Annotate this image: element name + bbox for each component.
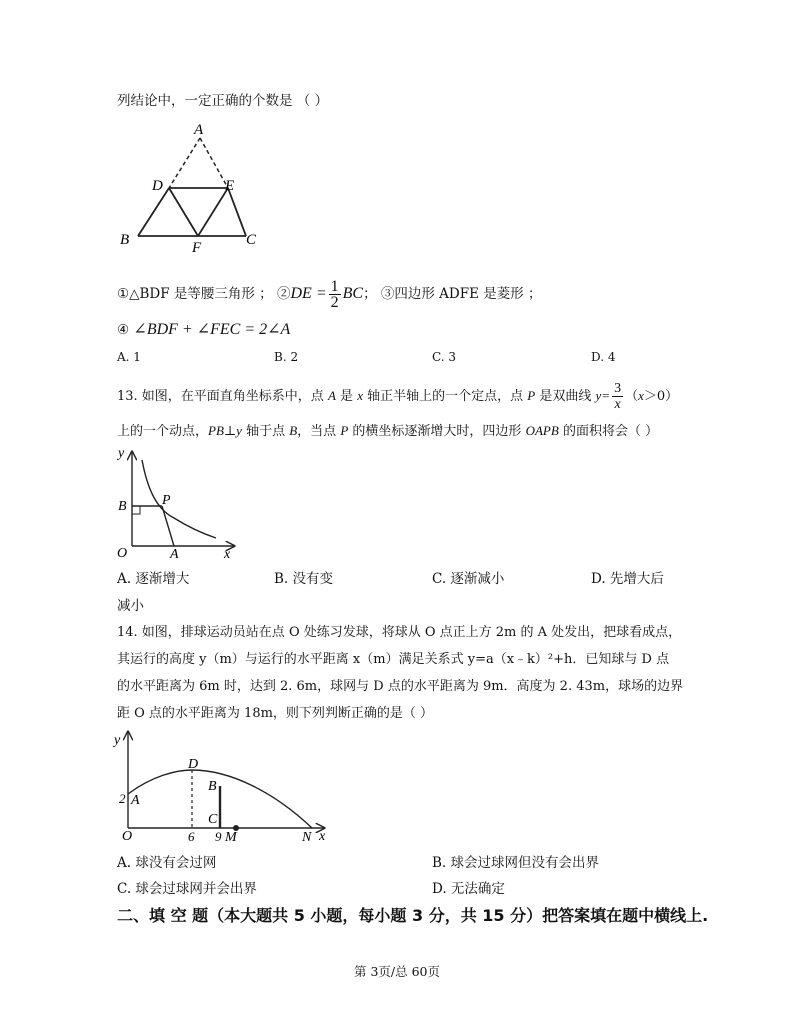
q12-stem-tail: 列结论中，一定正确的个数是 （ ） xyxy=(117,93,329,109)
q12-option-b[interactable]: B. 2 xyxy=(274,350,299,364)
q13-stem-line1: 13. 如图，在平面直角坐标系中，点 A 是 x 轴正半轴上的一个定点，点 P 是双曲线 y= $\frac{3}{x}$ （x＞0） xyxy=(117,381,679,412)
q14-stem-line3: 的水平距离为 6m 时，达到 2. 6m，球网与 D 点的水平距离为 9m．高度为 2. 43m，球场的边界 xyxy=(117,679,684,694)
q14-volleyball-figure xyxy=(112,728,342,846)
q14-stem-line4: 距 O 点的水平距离为 18m，则下列判断正确的是（ ） xyxy=(117,706,434,721)
q14-option-a[interactable]: A. 球没有会过网 xyxy=(117,855,217,871)
q14-label-m: M xyxy=(225,830,237,845)
q14-label-n: N xyxy=(302,830,312,845)
q14-option-c[interactable]: C. 球会过球网并会出界 xyxy=(117,881,257,897)
section-2-heading: 二、填 空 题（本大题共 5 小题，每小题 3 分，共 15 分）把答案填在题中横线上. xyxy=(117,906,709,925)
q13-option-d-continued: 减小 xyxy=(117,598,144,614)
q13-label-a: A xyxy=(170,547,179,562)
q13-label-x: x xyxy=(224,547,231,562)
q13-segment-pa xyxy=(162,506,174,546)
q12-segment-ec xyxy=(228,188,246,236)
q14-stem-line2: 其运行的高度 y（m）与运行的水平距离 x（m）满足关系式 y=a（x﹣k）²+h．已知球与 D 点 xyxy=(117,652,670,667)
q12-statement-3: ③四边形 ADFE 是菱形 ； xyxy=(380,286,542,302)
q13-label-y: y xyxy=(118,446,125,461)
q12-frac-half: $\frac{1}{2}$ xyxy=(330,278,339,311)
q12-option-a[interactable]: A. 1 xyxy=(117,350,141,364)
q14-label-a: A xyxy=(131,793,140,808)
q14-label-c: C xyxy=(208,812,218,827)
q14-label-o: O xyxy=(122,829,133,844)
q12-triangle-figure xyxy=(112,118,272,258)
q12-label-e: E xyxy=(225,178,235,194)
q12-label-b: B xyxy=(120,232,130,248)
q12-segment-ae xyxy=(200,138,228,188)
q13-label-o: O xyxy=(117,546,128,561)
q12-option-d[interactable]: D. 4 xyxy=(591,350,616,364)
q13-option-a[interactable]: A. 逐渐增大 xyxy=(117,571,190,587)
q12-label-a: A xyxy=(194,122,204,138)
q12-label-f: F xyxy=(192,240,202,256)
q14-label-two: 2 xyxy=(119,791,126,806)
q12-segment-df xyxy=(169,188,198,236)
q12-segment-ef xyxy=(198,188,228,236)
q13-hyperbola-curve xyxy=(142,460,216,538)
q12-segment-db xyxy=(138,188,169,236)
q13-stem-line2: 上的一个动点，PB⊥y 轴于点 B，当点 P 的横坐标逐渐增大时，四边形 OAPB 的面积将会（ ） xyxy=(117,423,659,439)
q14-stem-line1: 14. 如图，排球运动员站在点 O 处练习发球，将球从 O 点正上方 2m 的 A 处发出，把球看成点， xyxy=(117,625,682,640)
q13-right-angle-mark xyxy=(132,506,140,514)
q13-option-b[interactable]: B. 没有变 xyxy=(274,571,334,587)
q12-option-c[interactable]: C. 3 xyxy=(432,350,457,364)
q14-label-b: B xyxy=(208,779,217,794)
q14-label-d: D xyxy=(188,757,199,772)
page-number-footer: 第 3页/总 60页 xyxy=(353,964,441,979)
q12-statements-line1 xyxy=(117,278,542,310)
q12-label-d: D xyxy=(152,178,163,194)
q14-label-y: y xyxy=(114,733,121,748)
q14-label-six: 6 xyxy=(188,829,195,844)
q13-label-p: P xyxy=(162,493,171,508)
q13-hyperbola-figure xyxy=(112,444,252,564)
q14-label-nine: 9 xyxy=(215,829,222,844)
q14-option-b[interactable]: B. 球会过球网但没有会出界 xyxy=(432,855,600,871)
q13-label-b: B xyxy=(118,499,127,514)
q13-option-c[interactable]: C. 逐渐减小 xyxy=(432,571,505,587)
q14-label-x: x xyxy=(319,829,326,844)
q12-label-c: C xyxy=(246,232,257,248)
q14-option-d[interactable]: D. 无法确定 xyxy=(432,881,505,897)
q13-option-d[interactable]: D. 先增大后 xyxy=(591,571,664,587)
q12-statement-1: ①△BDF 是等腰三角形 ； xyxy=(117,286,273,302)
q12-statement-2: ②DE = $\frac{1}{2}$ BC； xyxy=(276,278,377,311)
q13-frac-3-over-x: $\frac{3}{x}$ xyxy=(614,381,622,412)
q12-statement-4: ④ ∠BDF + ∠FEC = 2∠A xyxy=(117,321,291,338)
q12-segment-ad xyxy=(169,138,200,188)
